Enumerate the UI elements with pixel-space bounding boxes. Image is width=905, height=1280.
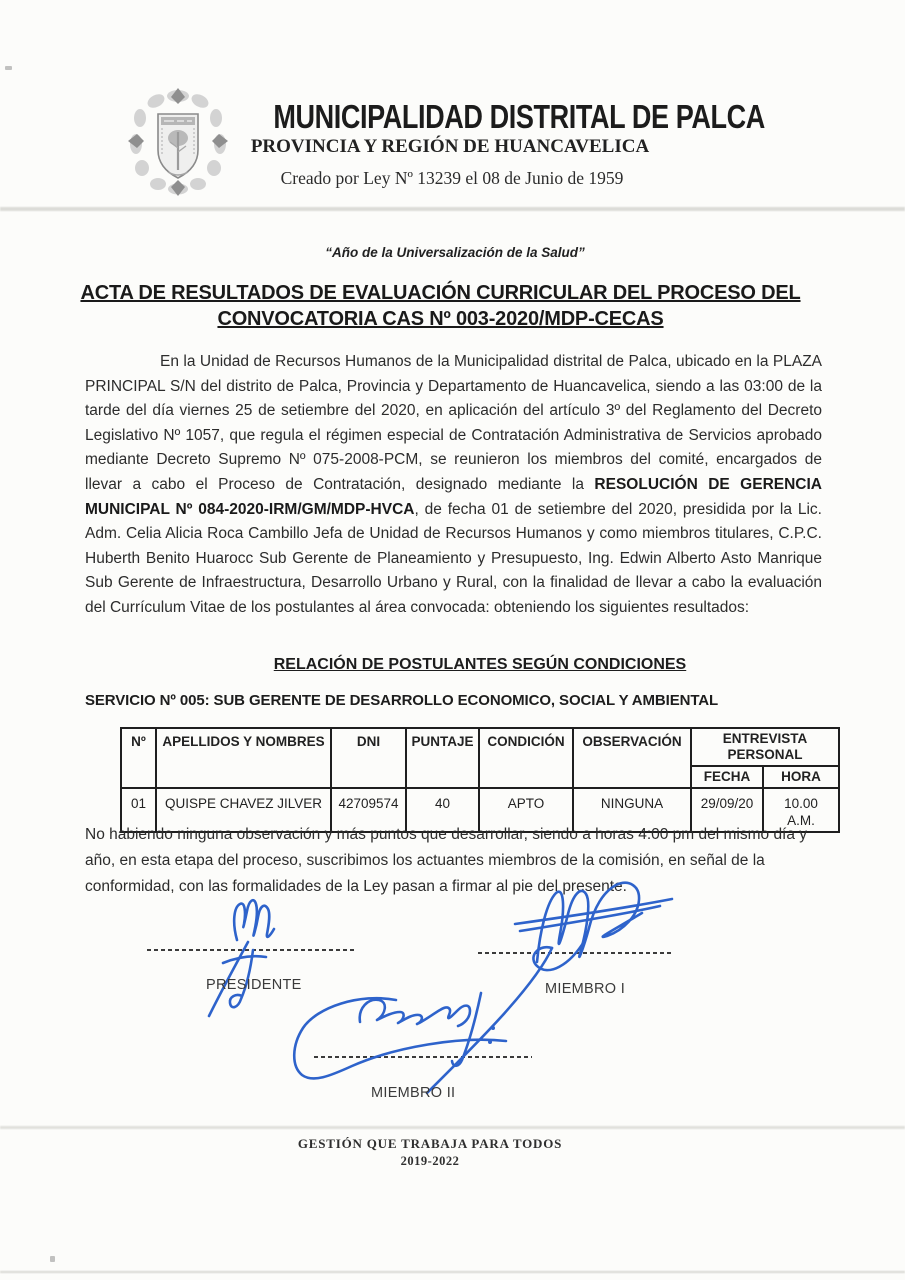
col-header-dni: DNI <box>331 728 406 788</box>
coat-of-arms-logo <box>128 88 228 196</box>
document-title-line1: ACTA DE RESULTADOS DE EVALUACIÓN CURRICULAR DEL PROCESO DEL <box>80 282 801 304</box>
signature-line-miembro-1 <box>478 952 673 954</box>
coat-of-arms-icon <box>128 88 228 196</box>
scan-speck <box>50 1256 55 1262</box>
document-title-line2: CONVOCATORIA CAS Nº 003-2020/MDP-CECAS <box>217 308 664 330</box>
footer-divider <box>0 1126 905 1129</box>
col-header-entrevista: ENTREVISTA PERSONAL <box>691 728 839 766</box>
cell-fecha: 29/09/20 <box>691 788 763 832</box>
scan-speck <box>5 66 12 70</box>
creation-law-line: Creado por Ley Nº 13239 el 08 de Junio de 1959 <box>280 168 624 188</box>
col-header-fecha: FECHA <box>691 766 763 788</box>
signature-label-miembro-2: MIEMBRO II <box>371 1085 456 1101</box>
col-header-condicion: CONDICIÓN <box>479 728 573 788</box>
signature-line-presidente <box>147 949 357 951</box>
footer-motto-line2: 2019-2022 <box>400 1154 460 1168</box>
cell-dni: 42709574 <box>331 788 406 832</box>
signature-label-presidente: PRESIDENTE <box>206 977 302 993</box>
col-header-nombres: APELLIDOS Y NOMBRES <box>156 728 331 788</box>
cell-numero: 01 <box>121 788 156 832</box>
cell-observacion: NINGUNA <box>573 788 691 832</box>
service-heading: SERVICIO Nº 005: SUB GERENTE DE DESARROLLO ECONOMICO, SOCIAL Y AMBIENTAL <box>85 692 719 709</box>
header-divider <box>0 207 905 211</box>
cell-puntaje: 40 <box>406 788 479 832</box>
signature-miembro-2-ink <box>294 993 506 1078</box>
municipality-subtitle: PROVINCIA Y REGIÓN DE HUANCAVELICA <box>250 136 650 157</box>
signature-presidente-ink <box>209 900 274 1016</box>
document-title <box>78 280 803 332</box>
col-header-puntaje: PUNTAJE <box>406 728 479 788</box>
main-paragraph-intro: En la Unidad de Recursos Humanos de la Municipalidad distrital de Palca, ubicado en la PLAZA PRINCIPAL S/N del distrito de Palca, Provincia y Departamento de Huancavelica, siendo a las 03:00 de la tarde del día viernes 25 de setiembre del 2020, en aplicación del artículo 3º del Reglamento del Decreto Legislativo Nº 1057, que regula el régimen especial de Contratación Administrativa de Servicios aprobado mediante Decreto Supremo Nº 075-2008-PCM, se reunieron los miembros del comité, encargados de llevar a cabo el Proceso de Contratación, designado mediante la <box>85 353 822 493</box>
section-title: RELACIÓN DE POSTULANTES SEGÚN CONDICIONES <box>273 656 687 673</box>
signature-label-miembro-1: MIEMBRO I <box>545 981 626 997</box>
cell-nombres: QUISPE CHAVEZ JILVER <box>156 788 331 832</box>
municipality-title: MUNICIPALIDAD DISTRITAL DE PALCA <box>273 98 765 135</box>
main-paragraph <box>85 350 822 621</box>
signature-line-miembro-2 <box>314 1056 532 1058</box>
cell-condicion: APTO <box>479 788 573 832</box>
col-header-observacion: OBSERVACIÓN <box>573 728 691 788</box>
results-table <box>120 727 840 833</box>
cell-hora-line2: A.M. <box>787 813 815 828</box>
page-bottom-edge <box>0 1271 905 1273</box>
closing-paragraph: No habiendo ninguna observación y más puntos que desarrollar, siendo a horas 4:00 pm del mismo día y año, en esta etapa del proceso, suscribimos los actuantes miembros de la comisión, en señal de la conformidad, con las formalidades de la Ley pasan a firmar al pie del presente. <box>85 826 808 895</box>
cell-hora-line1: 10.00 <box>784 796 818 811</box>
col-header-hora: HORA <box>763 766 839 788</box>
resolution-reference: RESOLUCIÓN DE GERENCIA MUNICIPAL Nº 084-2020-IRM/GM/MDP-HVCA <box>85 475 822 518</box>
year-motto-quote: “Año de la Universalización de la Salud” <box>325 245 585 260</box>
footer-motto <box>180 1136 680 1169</box>
col-header-numero: Nº <box>121 728 156 788</box>
main-paragraph-rest: , de fecha 01 de setiembre del 2020, presidida por la Lic. Adm. Celia Alicia Roca Cambillo Jefa de Unidad de Recursos Humanos y como miembros titulares, C.P.C. Huberth Benito Huarocc Sub Gerente de Planeamiento y Presupuesto, Ing. Edwin Alberto Asto Manrique Sub Gerente de Infraestructura, Desarrollo Urbano y Rural, con la finalidad de llevar a cabo la evaluación del Currículum Vitae de los postulantes al área convocada: obteniendo los siguientes resultados: <box>85 500 822 616</box>
footer-motto-line1: GESTIÓN QUE TRABAJA PARA TODOS <box>297 1136 563 1151</box>
